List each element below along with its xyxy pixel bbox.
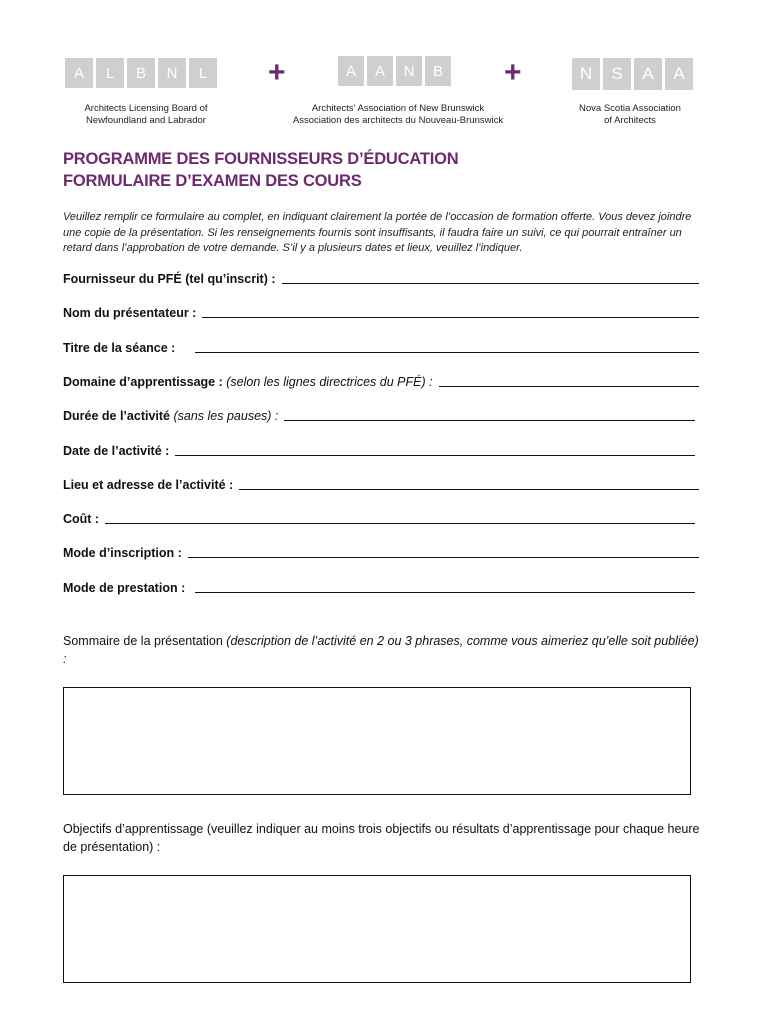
date-input-line[interactable]	[175, 454, 695, 456]
provider-input-line[interactable]	[282, 282, 699, 284]
header-logos	[0, 56, 770, 96]
cost-field	[63, 508, 699, 528]
logo-letter: A	[665, 58, 693, 90]
duration-label-text: Durée de l’activité	[63, 409, 170, 423]
session-title-input-line[interactable]	[195, 351, 699, 353]
delivery-field	[63, 577, 699, 597]
logo-letter: N	[158, 58, 186, 88]
logo-letter: L	[96, 58, 124, 88]
domain-label-text: Domaine d’apprentissage :	[63, 375, 223, 389]
plus-icon: +	[268, 56, 286, 89]
org-caption-line: of Architects	[604, 115, 656, 126]
duration-label	[63, 409, 278, 425]
logo-letter: A	[367, 56, 393, 86]
registration-input-line[interactable]	[188, 556, 699, 558]
summary-instructions	[63, 632, 703, 668]
logo-letter: B	[425, 56, 451, 86]
title-line-1: PROGRAMME DES FOURNISSEURS D’ÉDUCATION	[63, 150, 459, 168]
date-label: Date de l’activité :	[63, 444, 170, 458]
location-field	[63, 474, 699, 494]
provider-label: Fournisseur du PFÉ (tel qu’inscrit) :	[63, 272, 276, 286]
summary-textarea[interactable]	[63, 687, 691, 795]
logo-letter: A	[634, 58, 662, 90]
date-field	[63, 440, 699, 460]
logo-letter: N	[396, 56, 422, 86]
presenter-field	[63, 302, 699, 322]
cost-label: Coût :	[63, 512, 100, 526]
org-caption-line: Architects' Association of New Brunswick	[311, 103, 485, 114]
logo-letter: B	[127, 58, 155, 88]
location-input-line[interactable]	[239, 488, 699, 490]
logo-letter: L	[189, 58, 217, 88]
summary-hint: (description de l’activité en 2 ou 3 phrases, comme vous aimeriez qu’elle soit publiée) :	[63, 634, 699, 666]
session-title-label: Titre de la séance :	[63, 341, 176, 355]
objectives-instructions: Objectifs d’apprentissage (veuillez indiquer au moins trois objectifs ou résultats d’apprentissage pour chaque heure de présentation) :	[63, 822, 700, 854]
plus-icon: +	[504, 56, 522, 89]
duration-input-line[interactable]	[284, 419, 695, 421]
duration-hint: (sans les pauses) :	[173, 409, 279, 423]
cost-input-line[interactable]	[105, 522, 695, 524]
logo-letter: S	[603, 58, 631, 90]
registration-field	[63, 542, 699, 562]
objectives-textarea[interactable]	[63, 875, 691, 983]
session-title-field	[63, 337, 699, 357]
org-caption-aanb	[283, 103, 513, 127]
org-caption-line: Newfoundland and Labrador	[86, 115, 206, 126]
presenter-label: Nom du présentateur :	[63, 306, 197, 320]
aanb-logo	[338, 56, 451, 86]
registration-label: Mode d’inscription :	[63, 546, 182, 560]
logo-letter: A	[338, 56, 364, 86]
location-label: Lieu et adresse de l’activité :	[63, 478, 234, 492]
org-caption-line: Association des architects du Nouveau-Brunswick	[292, 115, 504, 126]
albnl-logo	[65, 58, 217, 88]
domain-field	[63, 371, 699, 391]
nsaa-logo	[572, 58, 693, 90]
summary-label: Sommaire de la présentation	[63, 634, 223, 648]
presenter-input-line[interactable]	[202, 316, 699, 318]
org-caption-line: Nova Scotia Association	[579, 103, 681, 114]
org-caption-line: Architects Licensing Board of	[84, 103, 208, 114]
delivery-label: Mode de prestation :	[63, 581, 186, 595]
provider-field	[63, 268, 699, 288]
domain-label	[63, 375, 433, 391]
page-title	[63, 148, 458, 192]
domain-hint: (selon les lignes directrices du PFÉ) :	[226, 375, 433, 389]
domain-input-line[interactable]	[439, 385, 699, 387]
delivery-input-line[interactable]	[195, 591, 695, 593]
logo-letter: N	[572, 58, 600, 90]
intro-instructions: Veuillez remplir ce formulaire au complet, en indiquant clairement la portée de l’occasion de formation offerte. Vous devez joindre une copie de la présentation. Si les renseignements fournis sont insuffisants, il faudra faire un suivi, ce qui pourrait entraîner un retard dans l’approbation de votre demande. S’il y a plusieurs dates et lieux, veuillez l’indiquer.	[63, 211, 692, 254]
org-caption-albnl	[66, 103, 226, 127]
title-line-2: FORMULAIRE D’EXAMEN DES COURS	[63, 172, 362, 190]
org-caption-nsaa	[560, 103, 700, 127]
logo-letter: A	[65, 58, 93, 88]
duration-field	[63, 405, 699, 425]
